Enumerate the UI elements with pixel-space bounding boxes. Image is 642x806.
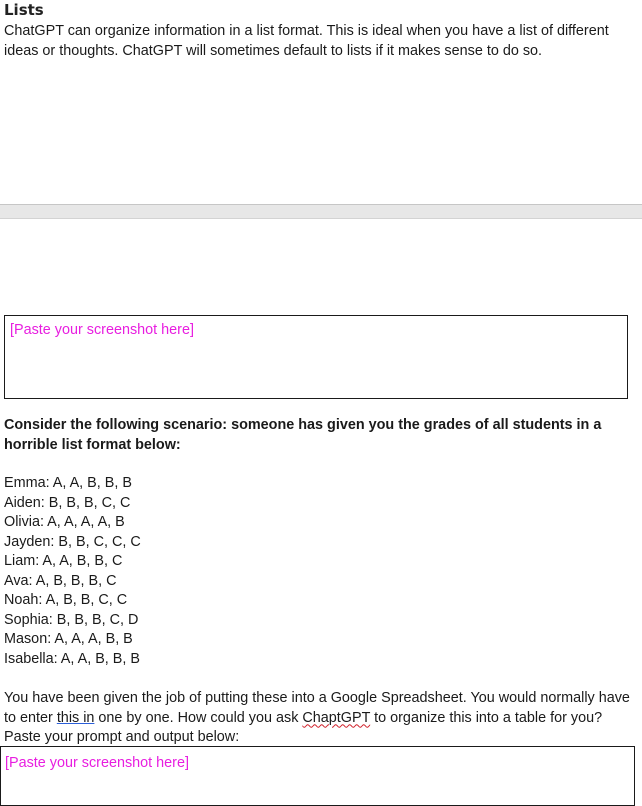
page-break-divider xyxy=(0,204,642,219)
grade-line-jayden: Jayden: B, B, C, C, C xyxy=(4,533,141,550)
grammar-flagged-text[interactable]: this in xyxy=(56,709,95,726)
screenshot-paste-box-1[interactable] xyxy=(4,315,628,399)
grade-line-ava: Ava: A, B, B, B, C xyxy=(4,572,117,589)
task-text-part-2: one by one. How could you ask xyxy=(94,709,303,726)
grade-line-olivia: Olivia: A, A, A, A, B xyxy=(4,514,125,530)
grade-line-isabella: Isabella: A, A, B, B, B xyxy=(4,650,140,667)
task-text-part-3: to organize this into a table for you? Paste your prompt and output below: xyxy=(4,709,603,745)
paste-placeholder-text: [Paste your screenshot here] xyxy=(5,755,189,771)
grade-line-sophia: Sophia: B, B, B, C, D xyxy=(4,611,139,628)
grades-list xyxy=(4,474,141,669)
grade-line-mason: Mason: A, A, A, B, B xyxy=(4,631,133,647)
task-paragraph xyxy=(4,689,630,748)
screenshot-paste-box-2[interactable] xyxy=(0,746,635,806)
misspelled-word[interactable]: ChaptGPT xyxy=(302,709,371,726)
paste-placeholder-text: [Paste your screenshot here] xyxy=(10,322,194,338)
grade-line-aiden: Aiden: B, B, B, C, C xyxy=(4,494,131,511)
task-text-part-1: You have been given the job of putting these into a Google Spreadsheet. You would normally have to enter xyxy=(4,690,630,726)
grade-line-emma: Emma: A, A, B, B, B xyxy=(4,475,132,491)
section-heading: Lists xyxy=(4,1,44,19)
grade-line-noah: Noah: A, B, B, C, C xyxy=(4,592,128,608)
grade-line-liam: Liam: A, A, B, B, C xyxy=(4,553,123,569)
scenario-paragraph: Consider the following scenario: someone has given you the grades of all students in a horrible list format below: xyxy=(4,417,602,453)
intro-paragraph: ChatGPT can organize information in a list format. This is ideal when you have a list of different ideas or thoughts. ChatGPT will sometimes default to lists if it makes sense to do so. xyxy=(4,23,609,59)
